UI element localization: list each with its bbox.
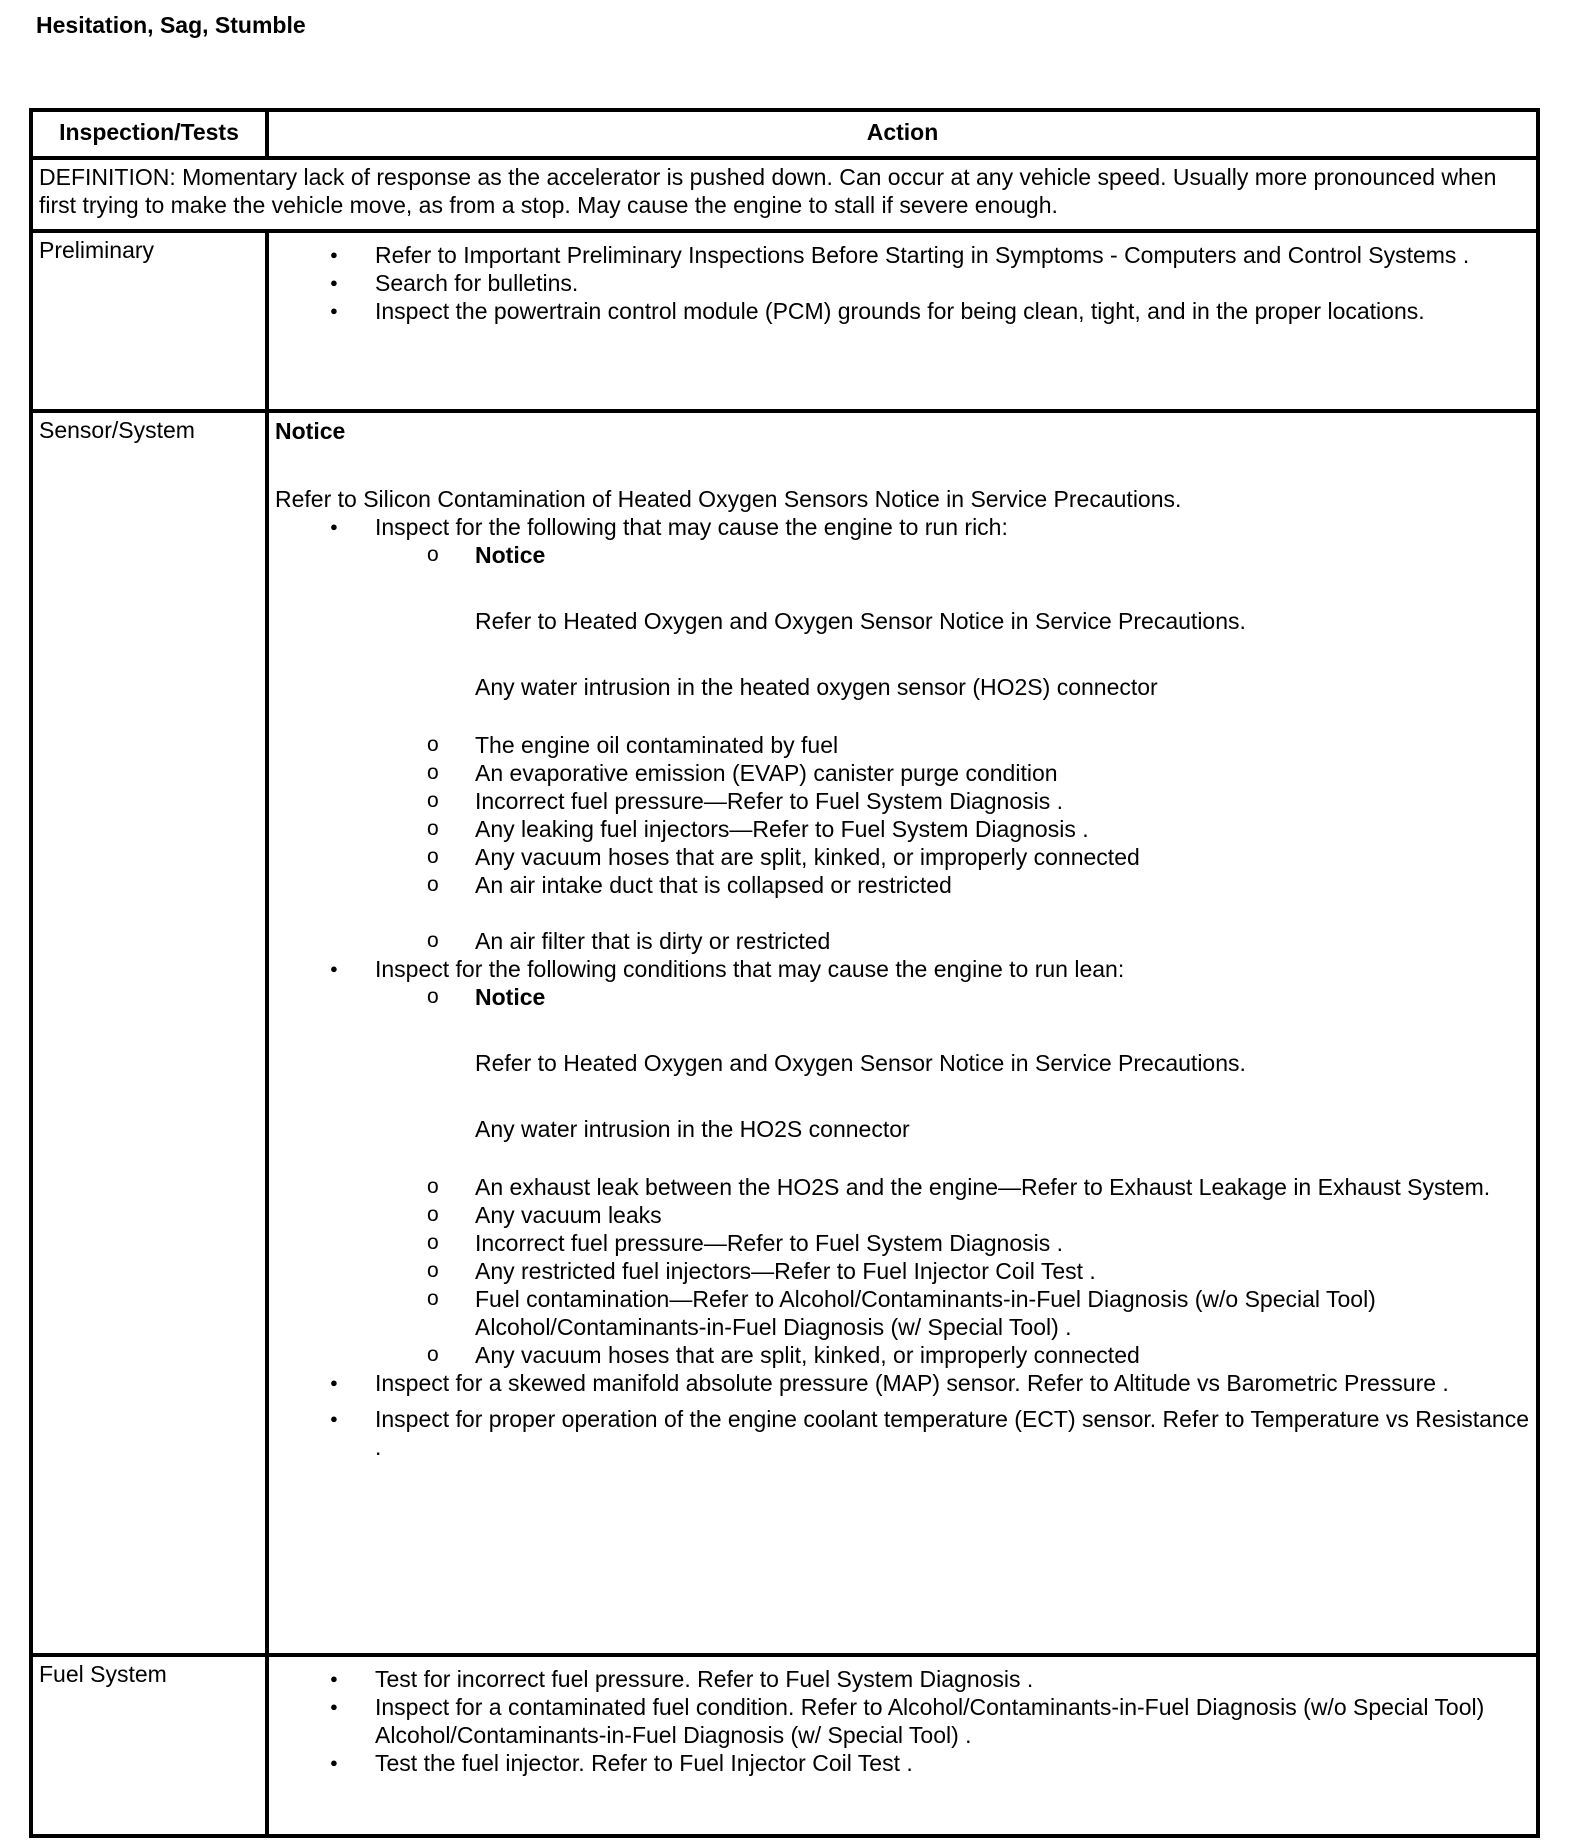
notice-heading: o Notice <box>475 542 546 568</box>
list-item: ● Search for bulletins. <box>275 269 1530 297</box>
list-item-run-lean <box>275 955 1530 1369</box>
list-subitem: o The engine oil contaminated by fuel <box>375 731 1530 759</box>
list-subitem: o An exhaust leak between the HO2S and the engine—Refer to Exhaust Leakage in Exhaust System. <box>375 1173 1530 1201</box>
table-row-fuel-system <box>33 1653 1536 1834</box>
list-subitem: o An air intake duct that is collapsed or restricted <box>375 871 1530 899</box>
list-item: ● Test for incorrect fuel pressure. Refer to Fuel System Diagnosis . <box>275 1665 1530 1693</box>
list-subitem: o Any vacuum leaks <box>375 1201 1530 1229</box>
list-subitem: o An air filter that is dirty or restricted <box>375 927 1530 955</box>
water-intrusion-text: Any water intrusion in the HO2S connector <box>475 1116 910 1142</box>
row-label-fuel-system: Fuel System <box>33 1657 269 1834</box>
list-subitem: o Any vacuum hoses that are split, kinked, or improperly connected <box>375 1341 1530 1369</box>
list-item: ● Refer to Important Preliminary Inspections Before Starting in Symptoms - Computers and Control Systems . <box>275 241 1530 269</box>
list-subitem <box>375 983 1530 1173</box>
list-subitem: o Incorrect fuel pressure—Refer to Fuel System Diagnosis . <box>375 787 1530 815</box>
notice-heading: o Notice <box>475 984 546 1010</box>
run-lean-text: Inspect for the following conditions that may cause the engine to run lean: <box>375 956 1125 982</box>
list-item: ● Test the fuel injector. Refer to Fuel Injector Coil Test . <box>275 1749 1530 1777</box>
water-intrusion-text: Any water intrusion in the heated oxygen sensor (HO2S) connector <box>475 674 1158 700</box>
list-item: ● Inspect for a contaminated fuel condition. Refer to Alcohol/Contaminants-in-Fuel Diagnosis (w/o Special Tool) Alcohol/Contaminants-in-Fuel Diagnosis (w/ Special Tool) . <box>275 1693 1530 1749</box>
notice-text: Refer to Silicon Contamination of Heated Oxygen Sensors Notice in Service Precautions. <box>275 486 1182 512</box>
list-subitem <box>375 541 1530 731</box>
table-header-row <box>33 112 1536 156</box>
diagnosis-table <box>29 108 1540 1838</box>
list-item-run-rich <box>275 513 1530 955</box>
notice-text: Refer to Heated Oxygen and Oxygen Sensor Notice in Service Precautions. <box>475 1050 1246 1076</box>
notice-text: Refer to Heated Oxygen and Oxygen Sensor Notice in Service Precautions. <box>475 608 1246 634</box>
row-action-preliminary <box>269 233 1536 409</box>
page-title: Hesitation, Sag, Stumble <box>36 12 306 38</box>
header-action: Action <box>866 119 939 145</box>
run-rich-text: Inspect for the following that may cause the engine to run rich: <box>375 514 1008 540</box>
list-item-map-sensor: ● Inspect for a skewed manifold absolute pressure (MAP) sensor. Refer to Altitude vs Barometric Pressure . <box>275 1369 1530 1397</box>
definition-text: DEFINITION: Momentary lack of response as the accelerator is pushed down. Can occur at any vehicle speed. Usually more pronounced when first trying to make the vehicle move, as from a stop. May cause the engine to stall if severe enough. <box>39 164 1497 218</box>
list-subitem: o Any restricted fuel injectors—Refer to Fuel Injector Coil Test . <box>375 1257 1530 1285</box>
list-subitem: o Fuel contamination—Refer to Alcohol/Contaminants-in-Fuel Diagnosis (w/o Special Tool) Alcohol/Contaminants-in-Fuel Diagnosis (w/ Special Tool) . <box>375 1285 1530 1341</box>
header-inspection-tests: Inspection/Tests <box>33 112 269 156</box>
row-label-preliminary: Preliminary <box>33 233 269 409</box>
row-action-sensor-system <box>269 413 1536 1653</box>
table-row-sensor-system <box>33 409 1536 1653</box>
list-subitem: o An evaporative emission (EVAP) canister purge condition <box>375 759 1530 787</box>
list-subitem: o Any leaking fuel injectors—Refer to Fuel System Diagnosis . <box>375 815 1530 843</box>
list-item: ● Inspect the powertrain control module (PCM) grounds for being clean, tight, and in the proper locations. <box>275 297 1530 325</box>
definition-row <box>33 156 1536 229</box>
row-action-fuel-system <box>269 1657 1536 1834</box>
notice-heading: Notice <box>275 418 346 444</box>
list-subitem: o Any vacuum hoses that are split, kinked, or improperly connected <box>375 843 1530 871</box>
table-row-preliminary <box>33 229 1536 409</box>
row-label-sensor-system: Sensor/System <box>33 413 269 1653</box>
list-subitem: o Incorrect fuel pressure—Refer to Fuel System Diagnosis . <box>375 1229 1530 1257</box>
list-item-ect-sensor: ● Inspect for proper operation of the engine coolant temperature (ECT) sensor. Refer to Temperature vs Resistance . <box>275 1405 1530 1461</box>
